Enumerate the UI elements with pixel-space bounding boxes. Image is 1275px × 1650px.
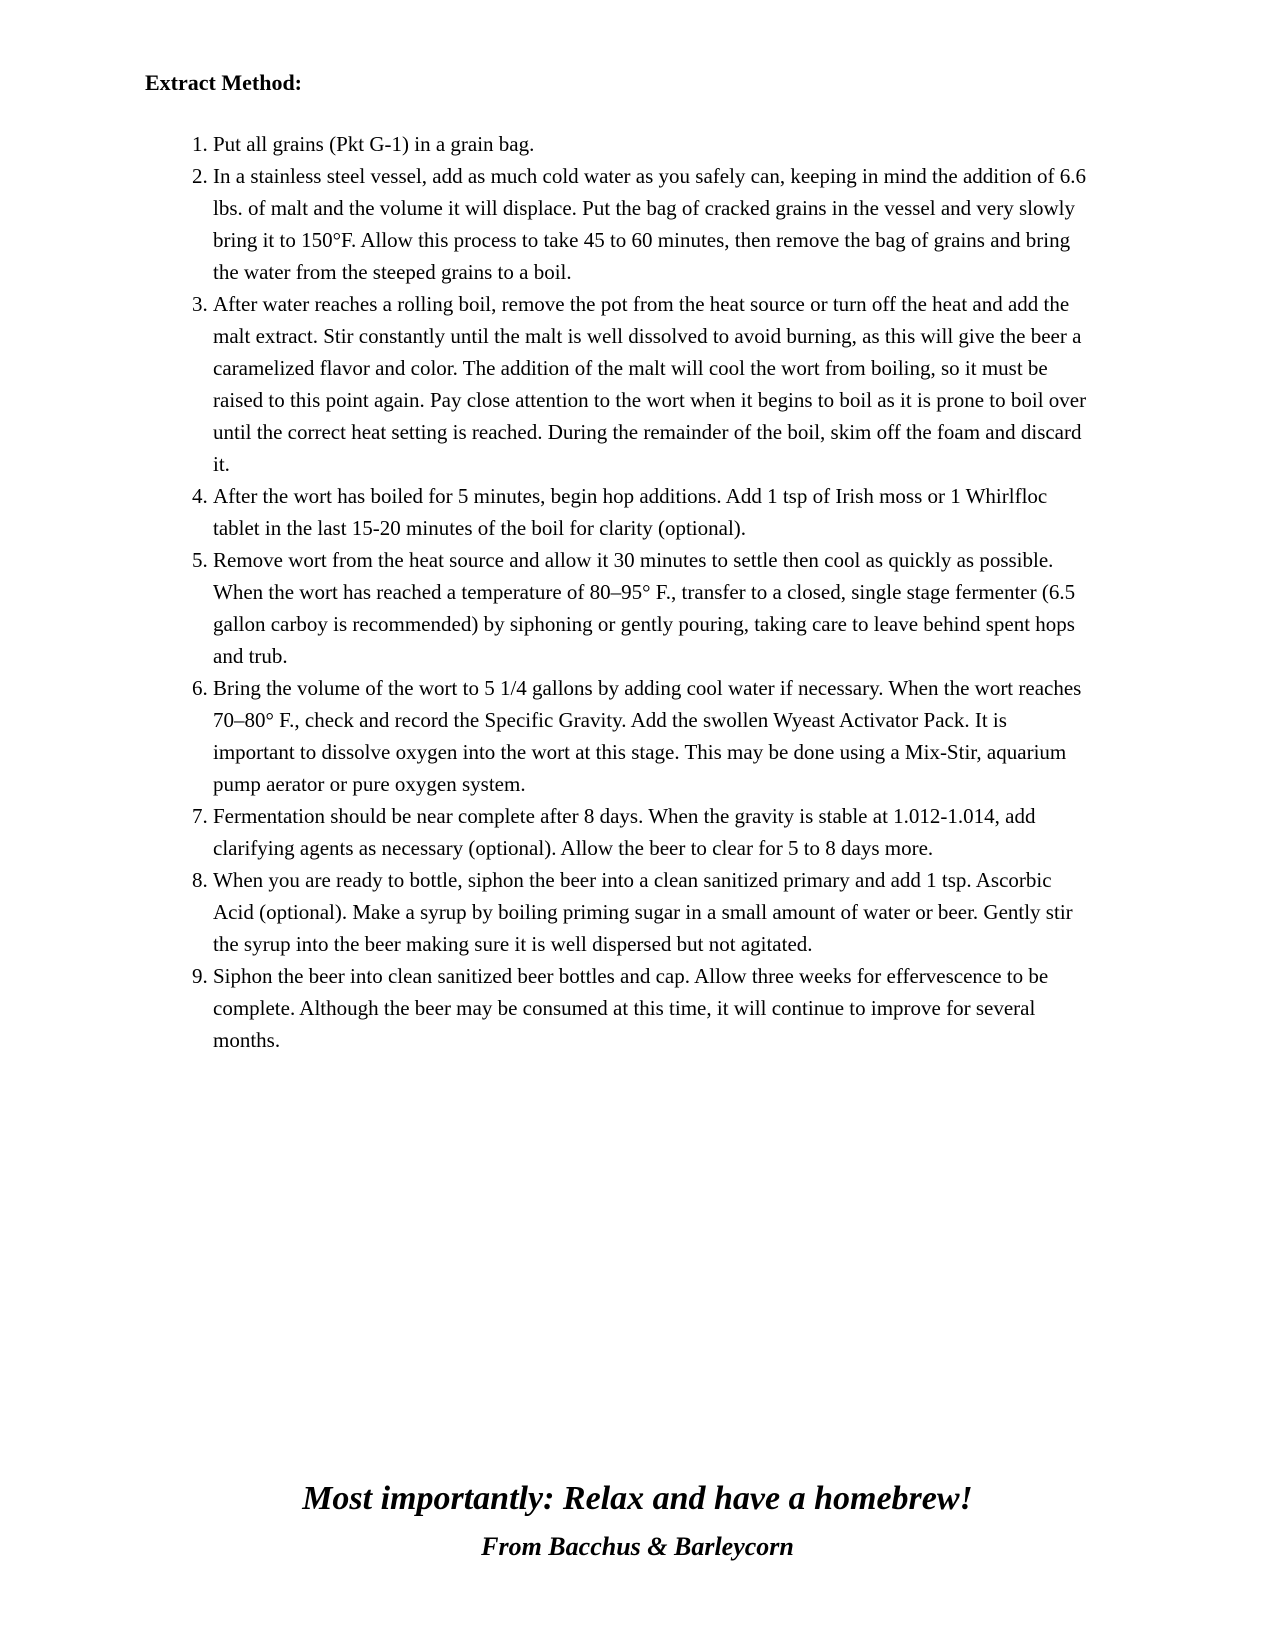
step-8: 8. When you are ready to bottle, siphon the beer into a clean sanitized primary and add 1 tsp. Ascorbic Acid (optional). Make a syrup by boiling priming sugar in a small amount of water or beer. Gently stir the syrup into the beer making sure it is well dispersed but not agitated. bbox=[213, 864, 1093, 960]
step-6: 6. Bring the volume of the wort to 5 1/4 gallons by adding cool water if necessary. When the wort reaches 70–80° F., check and record the Specific Gravity. Add the swollen Wyeast Activator Pack. It is important to dissolve oxygen into the wort at this stage. This may be done using a Mix-Stir, aquarium pump aerator or pure oxygen system. bbox=[213, 672, 1093, 800]
footer-attribution: From Bacchus & Barleycorn bbox=[481, 1532, 794, 1561]
step-9: 9. Siphon the beer into clean sanitized beer bottles and cap. Allow three weeks for effervescence to be complete. Although the beer may be consumed at this time, it will continue to improve for several months. bbox=[213, 960, 1093, 1056]
footer-tagline: Most importantly: Relax and have a homebrew! bbox=[302, 1480, 973, 1517]
step-4: 4. After the wort has boiled for 5 minutes, begin hop additions. Add 1 tsp of Irish moss or 1 Whirlfloc tablet in the last 15-20 minutes of the boil for clarity (optional). bbox=[213, 480, 1093, 544]
step-5: 5. Remove wort from the heat source and allow it 30 minutes to settle then cool as quickly as possible. When the wort has reached a temperature of 80–95° F., transfer to a closed, single stage fermenter (6.5 gallon carboy is recommended) by siphoning or gently pouring, taking care to leave behind spent hops and trub. bbox=[213, 544, 1093, 672]
step-7: 7. Fermentation should be near complete after 8 days. When the gravity is stable at 1.012-1.014, add clarifying agents as necessary (optional). Allow the beer to clear for 5 to 8 days more. bbox=[213, 800, 1093, 864]
footer bbox=[0, 1478, 1275, 1562]
extract-steps-list bbox=[0, 128, 1093, 1056]
section-heading: Extract Method: bbox=[145, 70, 303, 95]
step-2: 2. In a stainless steel vessel, add as much cold water as you safely can, keeping in mind the addition of 6.6 lbs. of malt and the volume it will displace. Put the bag of cracked grains in the vessel and very slowly bring it to 150°F. Allow this process to take 45 to 60 minutes, then remove the bag of grains and bring the water from the steeped grains to a boil. bbox=[213, 160, 1093, 288]
step-3: 3. After water reaches a rolling boil, remove the pot from the heat source or turn off the heat and add the malt extract. Stir constantly until the malt is well dissolved to avoid burning, as this will give the beer a caramelized flavor and color. The addition of the malt will cool the wort from boiling, so it must be raised to this point again. Pay close attention to the wort when it begins to boil as it is prone to boil over until the correct heat setting is reached. During the remainder of the boil, skim off the foam and discard it. bbox=[213, 288, 1093, 480]
step-1: 1. Put all grains (Pkt G-1) in a grain bag. bbox=[213, 128, 1093, 160]
